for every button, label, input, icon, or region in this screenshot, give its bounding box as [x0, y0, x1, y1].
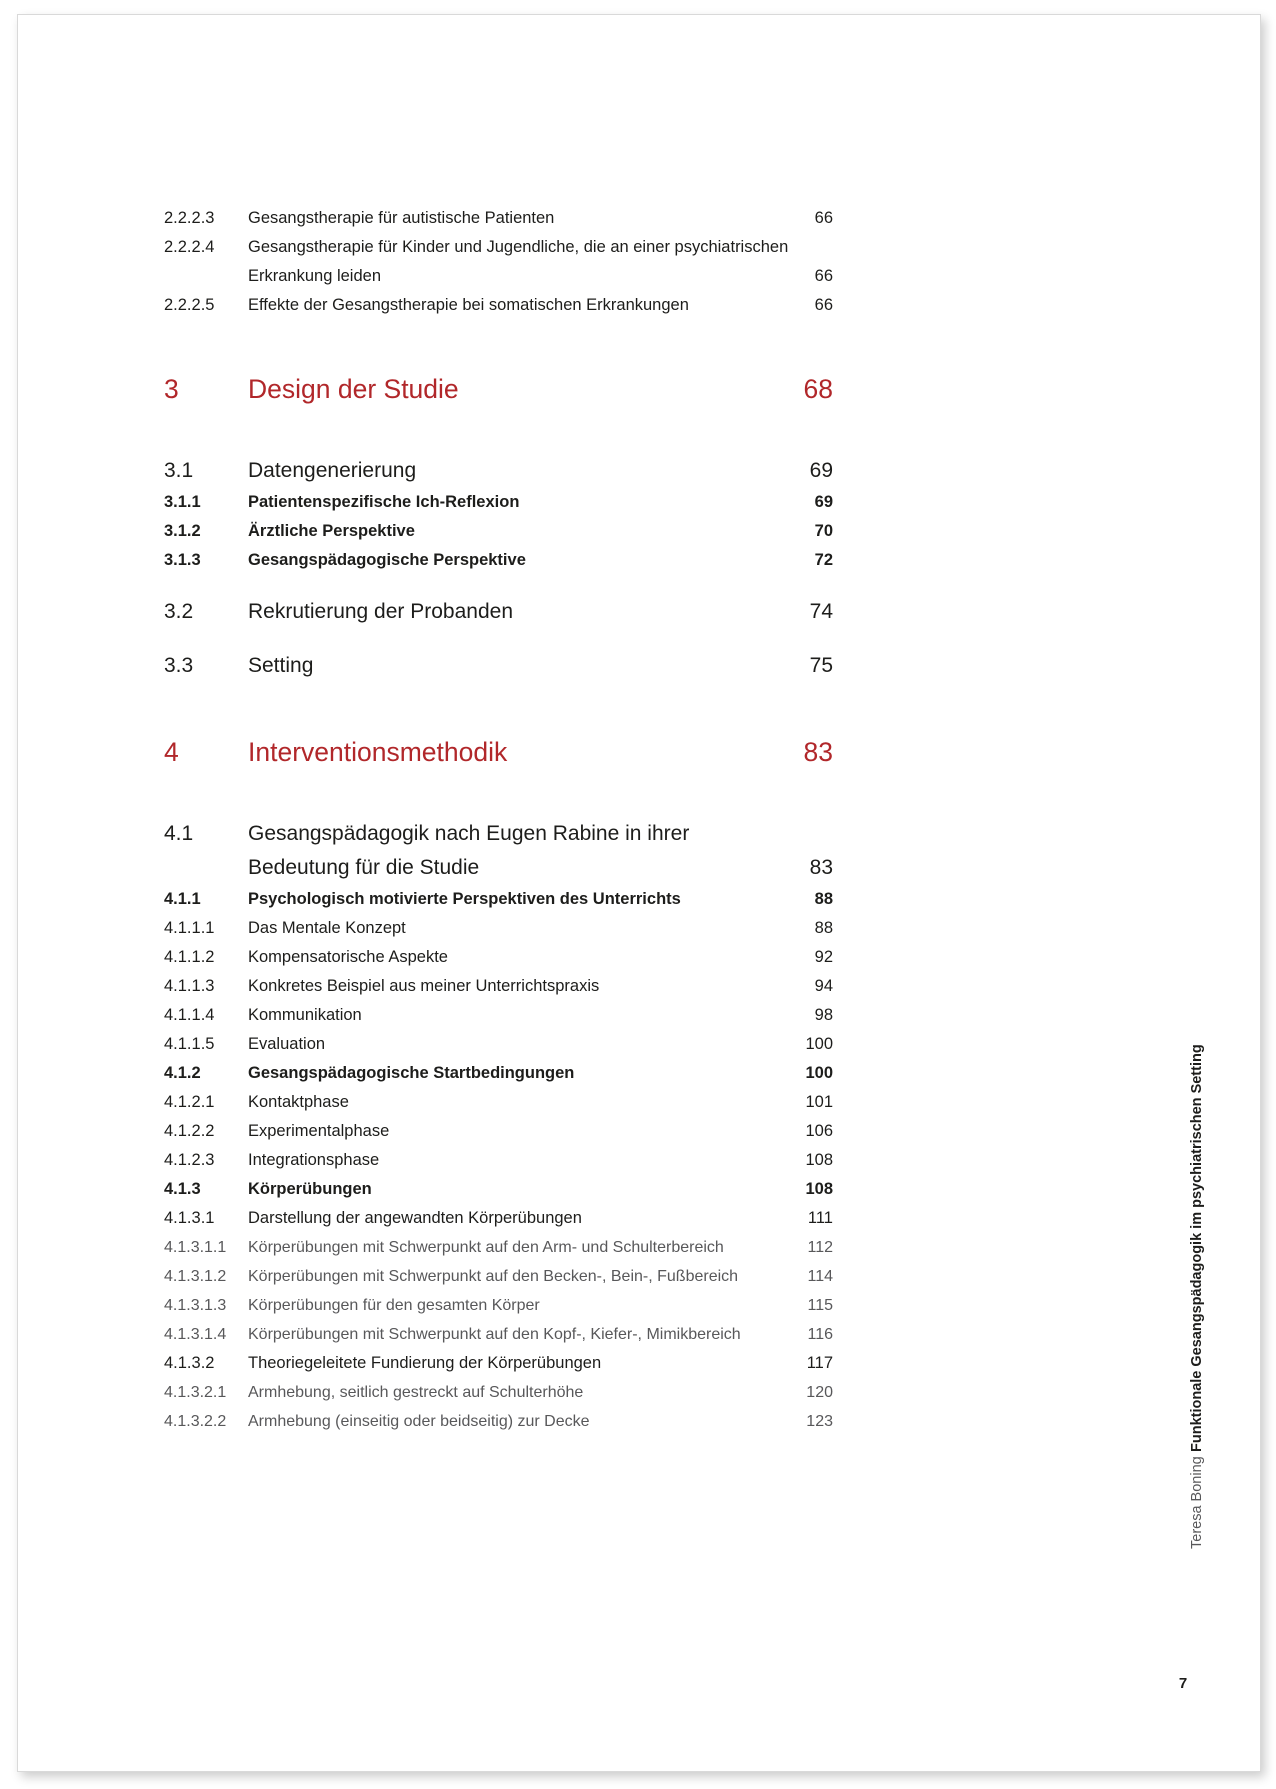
toc-entry — [164, 204, 833, 233]
toc-entry-number: 4.1.2.2 — [164, 1122, 215, 1140]
spine-book-title: Funktionale Gesangspädagogik im psychiatrischen Setting — [1189, 1044, 1205, 1453]
toc-entry-page: 108 — [805, 1180, 833, 1198]
toc-entry-number: 4.1.1.3 — [164, 977, 215, 995]
toc-entry — [164, 1117, 833, 1146]
toc-entry — [164, 649, 833, 683]
toc-entry-number: 4.1.1.1 — [164, 919, 215, 937]
toc-entry-number: 4.1.1.2 — [164, 948, 215, 966]
toc-entry-number: 4.1 — [164, 822, 194, 845]
toc-entry — [164, 517, 833, 546]
page-number: 7 — [1178, 1675, 1188, 1692]
toc-entry — [164, 1059, 833, 1088]
toc-entry-page: 111 — [807, 1209, 833, 1227]
toc-entry-page: 100 — [805, 1064, 833, 1082]
toc-entry-title: Theoriegeleitete Fundierung der Körperübungen — [248, 1354, 602, 1372]
toc-entry-page: 106 — [805, 1122, 833, 1140]
toc-entry-number: 2.2.2.3 — [164, 209, 215, 227]
toc-entry-title: Armhebung, seitlich gestreckt auf Schulterhöhe — [248, 1384, 584, 1401]
toc-entry-page: 75 — [809, 654, 833, 677]
spine-spacer — [1186, 1452, 1208, 1456]
toc-entry-page: 88 — [814, 919, 833, 937]
toc-entry — [164, 1349, 833, 1378]
toc-entry-number: 4.1.2 — [164, 1064, 201, 1082]
toc-entry-page: 116 — [807, 1326, 833, 1343]
toc-entry-title: Konkretes Beispiel aus meiner Unterrichtspraxis — [248, 977, 600, 995]
toc-entry — [164, 1378, 833, 1407]
toc-entry — [164, 1320, 833, 1349]
toc-entry — [164, 488, 833, 517]
toc-entry-title: Körperübungen für den gesamten Körper — [248, 1297, 540, 1314]
toc-entry-title: Körperübungen — [248, 1180, 372, 1198]
toc-entry — [164, 546, 833, 575]
toc-entry-number: 3.1.1 — [164, 493, 201, 511]
toc-entry-page: 88 — [814, 890, 833, 908]
toc-entry-title: Gesangspädagogik nach Eugen Rabine in ihrer — [248, 822, 690, 845]
toc-entry-page: 101 — [805, 1093, 833, 1111]
toc-entry-page: 83 — [809, 856, 833, 879]
toc-entry-number: 3.2 — [164, 600, 194, 623]
toc-entry-title: Rekrutierung der Probanden — [248, 600, 514, 623]
toc-entry — [164, 595, 833, 629]
toc-entry-page: 66 — [814, 267, 833, 285]
toc-entry-number: 4.1.3.1.2 — [164, 1268, 227, 1285]
toc-entry — [164, 914, 833, 943]
toc-entry-page: 108 — [805, 1151, 833, 1169]
toc-entry — [164, 817, 833, 885]
toc-entry — [164, 291, 833, 320]
toc-entry-number: 4.1.3 — [164, 1180, 201, 1198]
toc-entry-page: 72 — [814, 551, 833, 569]
toc-entry-number: 3 — [164, 374, 179, 404]
toc-entry — [164, 372, 833, 406]
toc-entry-title: Kontaktphase — [248, 1093, 349, 1111]
toc-entry-title: Erkrankung leiden — [248, 267, 381, 285]
toc-entry-number: 4.1.3.1.3 — [164, 1297, 227, 1314]
toc-entry-page: 100 — [805, 1035, 833, 1053]
toc-entry-title: Darstellung der angewandten Körperübungen — [248, 1209, 582, 1227]
toc-entry — [164, 1233, 833, 1262]
toc-entry-number: 4.1.3.1.4 — [164, 1326, 227, 1343]
toc-entry-title: Ärztliche Perspektive — [248, 522, 415, 540]
toc-entry — [164, 1262, 833, 1291]
toc-entry-page: 66 — [814, 296, 833, 314]
toc-entry-page: 123 — [806, 1413, 833, 1430]
toc-entry-title: Armhebung (einseitig oder beidseitig) zur Decke — [248, 1413, 590, 1430]
document-page — [17, 14, 1261, 1772]
toc-entry-number: 3.1.3 — [164, 551, 201, 569]
toc-entry-title: Datengenerierung — [248, 459, 417, 482]
toc-entry-number: 2.2.2.5 — [164, 296, 215, 314]
toc-entry-number: 4.1.3.2.2 — [164, 1413, 227, 1430]
toc-entry-title: Design der Studie — [248, 374, 459, 404]
toc-entry-title: Körperübungen mit Schwerpunkt auf den Kopf-, Kiefer-, Mimikbereich — [248, 1326, 741, 1343]
toc-entry — [164, 735, 833, 769]
toc-entry-page: 83 — [803, 737, 833, 767]
toc-entry-title: Psychologisch motivierte Perspektiven des Unterrichts — [248, 890, 681, 908]
toc-entry-title: Setting — [248, 654, 314, 677]
toc-entry — [164, 1146, 833, 1175]
toc-entry — [164, 233, 833, 291]
toc-entry-title: Gesangstherapie für autistische Patienten — [248, 209, 555, 227]
toc-entry — [164, 885, 833, 914]
toc-entry-number: 3.3 — [164, 654, 194, 677]
toc-entry-title: Bedeutung für die Studie — [248, 856, 480, 879]
toc-entry-title: Effekte der Gesangstherapie bei somatischen Erkrankungen — [248, 296, 689, 314]
toc-entry-number: 4.1.3.1.1 — [164, 1239, 227, 1256]
toc-entry-number: 4.1.3.1 — [164, 1209, 215, 1227]
toc-entry-title: Das Mentale Konzept — [248, 919, 406, 937]
toc-entry-page: 94 — [814, 977, 833, 995]
toc-entry — [164, 1175, 833, 1204]
toc-entry — [164, 1204, 833, 1233]
spine-text — [1186, 1044, 1208, 1549]
toc-entry — [164, 1001, 833, 1030]
toc-entry — [164, 1088, 833, 1117]
toc-entry-number: 4.1.2.3 — [164, 1151, 215, 1169]
toc-entry — [164, 1291, 833, 1320]
toc-entry-title: Körperübungen mit Schwerpunkt auf den Arm- und Schulterbereich — [248, 1239, 724, 1256]
toc-entry-page: 112 — [807, 1239, 833, 1256]
toc-entry-number: 4.1.1.5 — [164, 1035, 215, 1053]
toc-entry-number: 4 — [164, 737, 179, 767]
toc-entry-page: 69 — [814, 493, 833, 511]
toc-entry-page: 98 — [814, 1006, 833, 1024]
toc-entry-title: Gesangstherapie für Kinder und Jugendliche, die an einer psychiatrischen — [248, 238, 789, 256]
toc-entry-title: Kommunikation — [248, 1006, 362, 1024]
toc-list — [164, 204, 833, 1436]
toc-entry-page: 120 — [806, 1384, 833, 1401]
toc-entry — [164, 972, 833, 1001]
toc-entry-number: 3.1 — [164, 459, 194, 482]
toc-entry-title: Experimentalphase — [248, 1122, 390, 1140]
toc-entry-title: Kompensatorische Aspekte — [248, 948, 448, 966]
toc-entry-number: 4.1.3.2.1 — [164, 1384, 227, 1401]
toc-entry-page: 68 — [803, 374, 833, 404]
toc-entry-number: 4.1.3.2 — [164, 1354, 215, 1372]
toc-entry-number: 4.1.1.4 — [164, 1006, 215, 1024]
toc-entry-title: Evaluation — [248, 1035, 326, 1053]
toc-entry — [164, 943, 833, 972]
toc-entry-page: 66 — [814, 209, 833, 227]
toc-entry-page: 70 — [814, 522, 833, 540]
toc-entry-number: 4.1.2.1 — [164, 1093, 215, 1111]
toc-entry-number: 4.1.1 — [164, 890, 201, 908]
toc-entry-page: 92 — [814, 948, 833, 966]
toc-entry-title: Patientenspezifische Ich-Reflexion — [248, 493, 520, 511]
toc-entry-title: Gesangspädagogische Startbedingungen — [248, 1064, 575, 1082]
toc-entry-page: 114 — [807, 1268, 833, 1285]
toc-entry — [164, 1407, 833, 1436]
toc-entry-title: Körperübungen mit Schwerpunkt auf den Becken-, Bein-, Fußbereich — [248, 1268, 739, 1285]
toc-entry-page: 117 — [806, 1354, 833, 1372]
toc-entry-page: 74 — [809, 600, 833, 623]
toc-entry-number: 3.1.2 — [164, 522, 201, 540]
toc-entry — [164, 454, 833, 488]
spine-author: Teresa Boning — [1189, 1456, 1205, 1549]
toc-entry — [164, 1030, 833, 1059]
toc-entry-number: 2.2.2.4 — [164, 238, 215, 256]
toc-entry-title: Gesangspädagogische Perspektive — [248, 551, 526, 569]
toc-entry-page: 69 — [809, 459, 833, 482]
toc-entry-title: Interventionsmethodik — [248, 737, 508, 767]
toc-entry-title: Integrationsphase — [248, 1151, 380, 1169]
toc-entry-page: 115 — [807, 1297, 833, 1314]
